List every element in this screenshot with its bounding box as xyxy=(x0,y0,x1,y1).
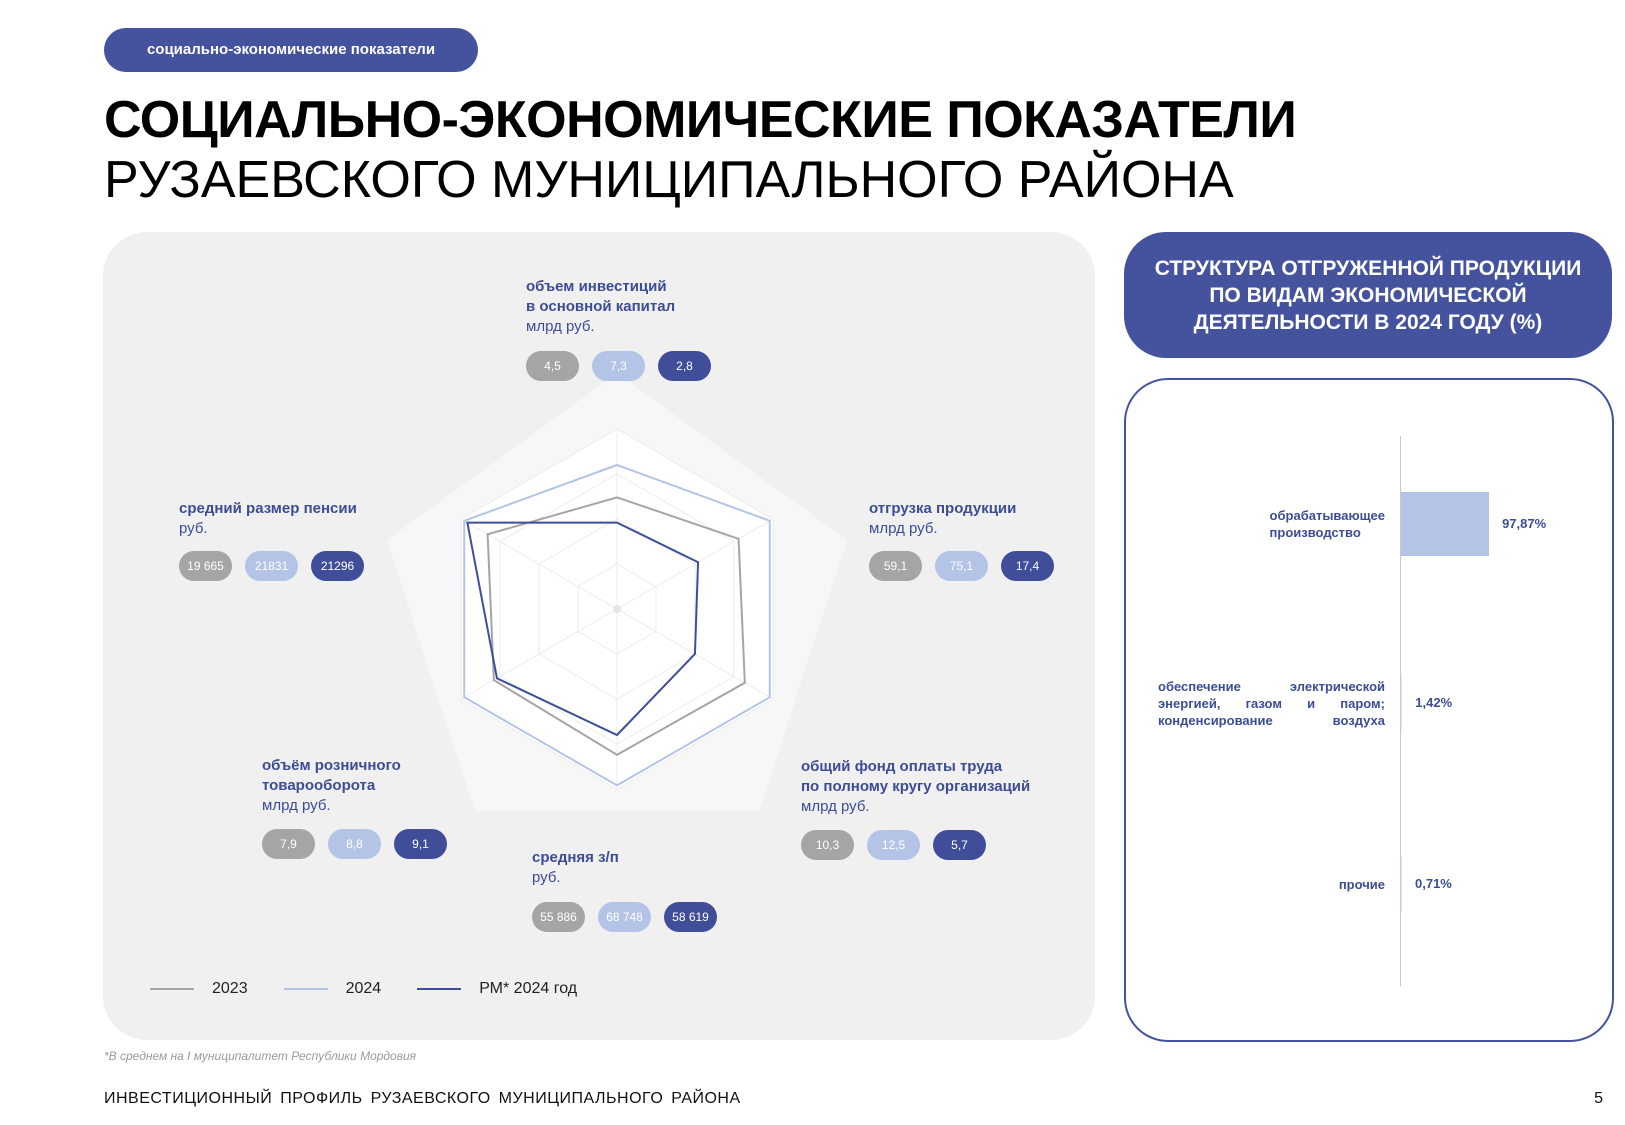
axis-name-line: средняя з/п xyxy=(532,849,619,866)
axis-name-line: по полному кругу организаций xyxy=(801,778,1031,795)
structure-bar-value: 97,87% xyxy=(1502,516,1547,531)
axis-label-pension xyxy=(179,499,357,539)
legend-line-icon xyxy=(284,988,328,990)
value-rm-pill: 2,8 xyxy=(658,351,711,381)
value-2024-pill: 68 748 xyxy=(598,902,651,932)
axis-label-salary xyxy=(532,848,619,888)
structure-bar-label-line: обеспечение электрической xyxy=(1158,678,1385,694)
axis-name-line: общий фонд оплаты труда xyxy=(801,758,1003,775)
axis-name-line: отгрузка продукции xyxy=(869,500,1017,517)
section-tag: социально-экономические показатели xyxy=(104,28,478,72)
axis-unit: руб. xyxy=(532,869,561,886)
structure-bar-label-line: конденсирование воздуха xyxy=(1158,712,1385,728)
axis-unit: млрд руб. xyxy=(526,318,595,335)
axis-label-payroll xyxy=(801,757,1030,817)
value-2023-pill: 10,3 xyxy=(801,830,854,860)
axis-name-line: объем инвестиций xyxy=(526,278,667,295)
structure-bar-label-line: производство xyxy=(1269,525,1361,540)
axis-unit: млрд руб. xyxy=(801,798,870,815)
value-2024-pill: 8,8 xyxy=(328,829,381,859)
axis-unit: руб. xyxy=(179,520,208,537)
legend-item-2024 xyxy=(284,980,382,998)
value-rm-pill: 9,1 xyxy=(394,829,447,859)
value-2023-pill: 55 886 xyxy=(532,902,585,932)
axis-unit: млрд руб. xyxy=(262,797,331,814)
structure-bar-label xyxy=(1270,507,1385,541)
structure-bar xyxy=(1401,675,1402,731)
footnote: *В среднем на I муниципалитет Республики Мордовия xyxy=(104,1049,417,1063)
page-title-line1: СОЦИАЛЬНО-ЭКОНОМИЧЕСКИЕ ПОКАЗАТЕЛИ xyxy=(104,91,1297,149)
legend-label: РМ* 2024 год xyxy=(479,980,578,997)
value-2024-pill: 7,3 xyxy=(592,351,645,381)
structure-bar-label-line: обрабатывающее xyxy=(1269,508,1385,523)
structure-bar-value: 0,71% xyxy=(1415,876,1452,891)
value-2024-pill: 21831 xyxy=(245,551,298,581)
structure-bar-label xyxy=(1158,678,1385,729)
structure-bar-label xyxy=(1339,876,1385,893)
structure-bar-label-line: энергией, газом и паром; xyxy=(1158,695,1385,711)
axis-unit: млрд руб. xyxy=(869,520,938,537)
axis-label-shipment xyxy=(869,499,1016,539)
page-number: 5 xyxy=(1594,1090,1603,1107)
structure-bar-value: 1,42% xyxy=(1415,695,1453,710)
values-shipment xyxy=(869,551,1054,581)
values-salary xyxy=(532,902,717,932)
structure-title xyxy=(1124,232,1612,358)
value-2024-pill: 12,5 xyxy=(867,830,920,860)
structure-bar xyxy=(1401,492,1489,556)
value-2023-pill: 19 665 xyxy=(179,551,232,581)
legend-label: 2023 xyxy=(212,980,248,997)
values-pension xyxy=(179,551,364,581)
page-title-line2: РУЗАЕВСКОГО МУНИЦИПАЛЬНОГО РАЙОНА xyxy=(104,151,1234,209)
legend-line-icon xyxy=(150,988,194,990)
structure-title-text: СТРУКТУРА ОТГРУЖЕННОЙ ПРОДУКЦИИ ПО ВИДАМ ЭКОНОМИЧЕСКОЙ ДЕЯТЕЛЬНОСТИ В 2024 ГОДУ (%) xyxy=(1154,256,1582,334)
value-2023-pill: 7,9 xyxy=(262,829,315,859)
legend-label: 2024 xyxy=(345,980,382,997)
axis-label-retail xyxy=(262,756,401,816)
footer-text: ИНВЕСТИЦИОННЫЙ ПРОФИЛЬ РУЗАЕВСКОГО МУНИЦИПАЛЬНОГО РАЙОНА xyxy=(104,1090,741,1107)
values-investment xyxy=(526,351,711,381)
legend-line-icon xyxy=(417,988,461,990)
radar-center xyxy=(613,605,621,613)
structure-bar xyxy=(1401,856,1402,912)
axis-name-line: средний размер пенсии xyxy=(179,500,357,517)
axis-name-line: товарооборота xyxy=(262,777,376,794)
values-payroll xyxy=(801,830,986,860)
value-2023-pill: 4,5 xyxy=(526,351,579,381)
axis-name-line: в основной капитал xyxy=(526,298,676,315)
axis-label-investment xyxy=(526,277,675,337)
value-2024-pill: 75,1 xyxy=(935,551,988,581)
radar-legend xyxy=(150,980,613,998)
legend-item-2023 xyxy=(150,980,248,998)
value-2023-pill: 59,1 xyxy=(869,551,922,581)
values-retail xyxy=(262,829,447,859)
value-rm-pill: 21296 xyxy=(311,551,364,581)
value-rm-pill: 17,4 xyxy=(1001,551,1054,581)
legend-item-rm xyxy=(417,980,577,998)
axis-name-line: объём розничного xyxy=(262,757,401,774)
value-rm-pill: 58 619 xyxy=(664,902,717,932)
value-rm-pill: 5,7 xyxy=(933,830,986,860)
structure-bar-label-line: прочие xyxy=(1338,876,1385,892)
